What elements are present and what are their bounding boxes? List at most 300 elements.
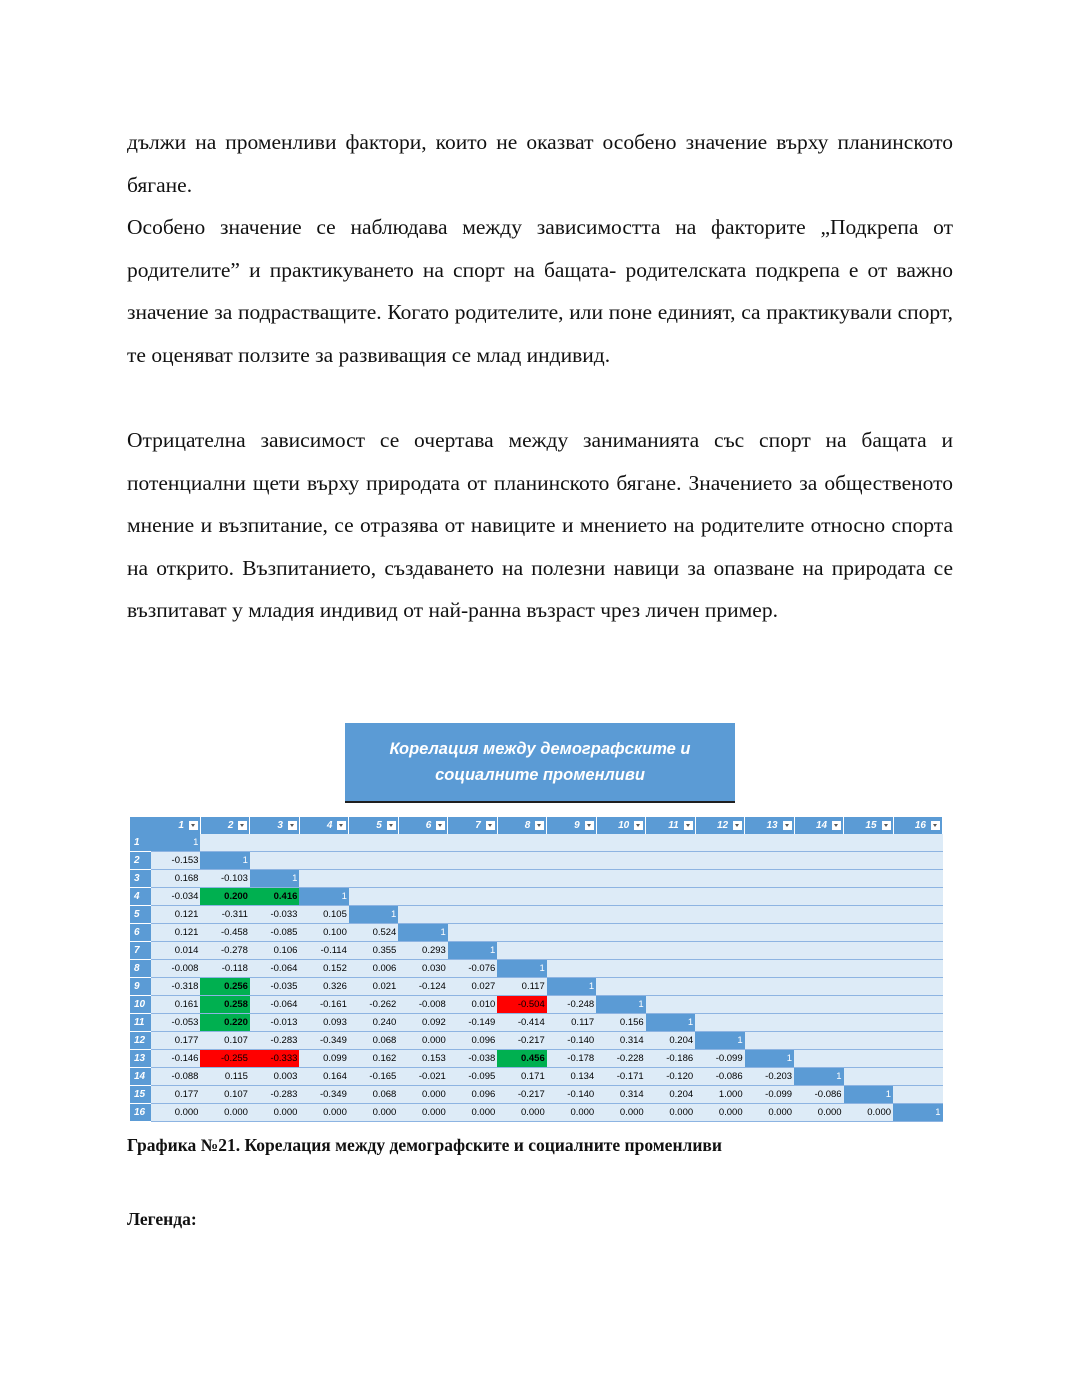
matrix-cell: -0.008 [151,960,200,978]
empty-cell [794,888,843,906]
matrix-cell: -0.283 [250,1032,299,1050]
matrix-cell: 0.177 [151,1032,200,1050]
empty-cell [497,924,546,942]
empty-cell [893,924,942,942]
matrix-cell: -0.085 [250,924,299,942]
empty-cell [349,834,398,852]
empty-cell [695,924,744,942]
matrix-cell: -0.064 [250,996,299,1014]
empty-cell [745,978,794,996]
matrix-cell: 0.068 [349,1032,398,1050]
matrix-cell: -0.283 [250,1086,299,1104]
table-row [130,852,943,870]
column-header-14[interactable] [794,817,843,834]
matrix-cell: 0.107 [200,1086,249,1104]
matrix-cell: -0.178 [547,1050,596,1068]
matrix-cell: -0.248 [547,996,596,1014]
matrix-cell: 1 [497,960,546,978]
empty-cell [448,834,497,852]
empty-cell [695,852,744,870]
filter-dropdown-icon[interactable] [832,821,841,830]
matrix-cell: 1 [448,942,497,960]
empty-cell [448,870,497,888]
matrix-cell: -0.008 [398,996,447,1014]
empty-cell [547,942,596,960]
row-header-1: 1 [130,834,151,852]
matrix-cell: 0.000 [299,1104,348,1122]
table-row [130,960,943,978]
column-header-13[interactable] [745,817,794,834]
matrix-cell: 1 [151,834,200,852]
column-header-15[interactable] [844,817,893,834]
empty-cell [844,1050,893,1068]
empty-cell [745,1032,794,1050]
matrix-cell: 0.000 [250,1104,299,1122]
empty-cell [695,978,744,996]
empty-cell [646,996,695,1014]
matrix-cell: 0.200 [200,888,249,906]
matrix-cell: 0.293 [398,942,447,960]
matrix-cell: 0.164 [299,1068,348,1086]
column-header-7[interactable] [448,817,497,834]
empty-cell [646,906,695,924]
banner-line-2: социалните променливи [435,766,645,784]
matrix-cell: 1 [745,1050,794,1068]
column-header-label: 14 [815,820,828,831]
row-header-12: 12 [130,1032,151,1050]
matrix-cell: -0.103 [200,870,249,888]
matrix-cell: -0.349 [299,1086,348,1104]
matrix-cell: -0.217 [497,1086,546,1104]
table-row [130,942,943,960]
empty-cell [596,978,645,996]
matrix-cell: 0.161 [151,996,200,1014]
empty-cell [448,888,497,906]
empty-cell [497,834,546,852]
empty-cell [844,960,893,978]
table-row [130,1068,943,1086]
column-header-1[interactable] [151,817,200,834]
filter-dropdown-icon[interactable] [288,821,297,830]
correlation-table [130,817,943,1122]
empty-cell [893,1050,942,1068]
table-row [130,906,943,924]
matrix-cell: 0.096 [448,1032,497,1050]
empty-cell [745,834,794,852]
matrix-cell: -0.217 [497,1032,546,1050]
correlation-matrix [130,817,943,1122]
empty-cell [745,1014,794,1032]
empty-cell [250,834,299,852]
empty-cell [646,852,695,870]
matrix-cell: -0.165 [349,1068,398,1086]
empty-cell [695,888,744,906]
matrix-cell: -0.228 [596,1050,645,1068]
column-header-16[interactable] [893,817,942,834]
empty-cell [893,906,942,924]
paragraph-3: Отрицателна зависимост се очертава между заниманията със спорт на бащата и потенциални щети върху природата от планинското бягане. Значението за общественото мнение и възпитание, се отразява от навиците и мнението на родителите относно спорта на открито. Възпитанието, създаването на полезни навици за опазване на природата се възпитават у младия индивид от най-ранна възраст чрез личен пример. [127,428,953,623]
matrix-cell: 0.000 [200,1104,249,1122]
matrix-cell: -0.458 [200,924,249,942]
empty-cell [398,852,447,870]
empty-cell [547,888,596,906]
row-header-15: 15 [130,1086,151,1104]
empty-cell [893,870,942,888]
column-header-label: 9 [574,820,580,831]
empty-cell [596,942,645,960]
matrix-cell: -0.140 [547,1032,596,1050]
matrix-cell: 0.000 [448,1104,497,1122]
empty-cell [299,834,348,852]
empty-cell [547,960,596,978]
row-header-13: 13 [130,1050,151,1068]
matrix-cell: 1 [349,906,398,924]
empty-cell [596,906,645,924]
empty-cell [893,1014,942,1032]
matrix-cell: 1 [794,1068,843,1086]
matrix-cell: -0.088 [151,1068,200,1086]
empty-cell [497,888,546,906]
empty-cell [794,906,843,924]
matrix-cell: 0.093 [299,1014,348,1032]
empty-cell [844,1032,893,1050]
empty-cell [646,834,695,852]
matrix-cell: -0.120 [646,1068,695,1086]
table-row [130,870,943,888]
matrix-cell: -0.171 [596,1068,645,1086]
matrix-cell: 0.027 [448,978,497,996]
matrix-cell: -0.124 [398,978,447,996]
matrix-cell: 0.456 [497,1050,546,1068]
matrix-cell: 0.314 [596,1086,645,1104]
empty-cell [547,924,596,942]
empty-cell [695,942,744,960]
matrix-cell: 0.092 [398,1014,447,1032]
empty-cell [596,888,645,906]
matrix-cell: 0.000 [497,1104,546,1122]
matrix-cell: -0.095 [448,1068,497,1086]
matrix-cell: 0.003 [250,1068,299,1086]
column-header-label: 5 [376,820,382,831]
column-header-label: 3 [277,820,283,831]
row-header-2: 2 [130,852,151,870]
chart-title-banner [345,723,735,803]
empty-cell [794,852,843,870]
row-header-5: 5 [130,906,151,924]
empty-cell [844,996,893,1014]
empty-cell [596,960,645,978]
column-header-11[interactable] [646,817,695,834]
matrix-cell: -0.140 [547,1086,596,1104]
matrix-cell: 0.524 [349,924,398,942]
empty-cell [646,924,695,942]
empty-cell [794,1050,843,1068]
table-row [130,1032,943,1050]
filter-dropdown-icon[interactable] [882,821,891,830]
row-header-11: 11 [130,1014,151,1032]
empty-cell [695,834,744,852]
empty-cell [844,942,893,960]
column-header-9[interactable] [547,817,596,834]
matrix-cell: -0.161 [299,996,348,1014]
matrix-cell: -0.153 [151,852,200,870]
matrix-cell: 0.416 [250,888,299,906]
matrix-cell: -0.146 [151,1050,200,1068]
filter-dropdown-icon[interactable] [684,821,693,830]
matrix-cell: 0.000 [596,1104,645,1122]
matrix-cell: -0.504 [497,996,546,1014]
empty-cell [200,834,249,852]
matrix-cell: -0.203 [745,1068,794,1086]
matrix-cell: -0.118 [200,960,249,978]
matrix-cell: 1 [398,924,447,942]
empty-cell [844,1014,893,1032]
matrix-cell: 1 [547,978,596,996]
empty-cell [448,852,497,870]
filter-dropdown-icon[interactable] [535,821,544,830]
empty-cell [497,906,546,924]
matrix-cell: 0.021 [349,978,398,996]
matrix-cell: 0.134 [547,1068,596,1086]
empty-cell [745,960,794,978]
row-header-4: 4 [130,888,151,906]
empty-cell [695,960,744,978]
empty-cell [646,960,695,978]
paragraph-2: Особено значение се наблюдава между зависимостта на факторите „Подкрепа от родителите” и практикуването на спорт на бащата- родителската подкрепа е от важно значение за подрастващите. Когато родителите, или поне единият, са практикували спорт, те оценяват ползите за развиващия се млад индивид. [127,215,953,367]
empty-cell [398,870,447,888]
empty-cell [398,888,447,906]
table-row [130,888,943,906]
empty-cell [547,870,596,888]
empty-cell [547,906,596,924]
row-header-7: 7 [130,942,151,960]
empty-cell [299,870,348,888]
table-row [130,978,943,996]
filter-dropdown-icon[interactable] [931,821,940,830]
matrix-cell: 0.006 [349,960,398,978]
matrix-cell: 0.117 [547,1014,596,1032]
table-row [130,1086,943,1104]
matrix-cell: 0.240 [349,1014,398,1032]
matrix-cell: 1 [646,1014,695,1032]
empty-cell [844,870,893,888]
filter-dropdown-icon[interactable] [585,821,594,830]
empty-cell [844,924,893,942]
matrix-corner [130,817,151,834]
empty-cell [794,942,843,960]
column-header-10[interactable] [596,817,645,834]
empty-cell [745,888,794,906]
empty-cell [596,870,645,888]
matrix-cell: -0.255 [200,1050,249,1068]
table-row [130,996,943,1014]
empty-cell [250,852,299,870]
matrix-cell: 0.152 [299,960,348,978]
empty-cell [893,888,942,906]
matrix-cell: 1.000 [695,1086,744,1104]
empty-cell [497,942,546,960]
empty-cell [844,978,893,996]
empty-cell [349,888,398,906]
empty-cell [893,852,942,870]
matrix-cell: 0.030 [398,960,447,978]
column-header-6[interactable] [398,817,447,834]
empty-cell [893,1032,942,1050]
empty-cell [695,906,744,924]
empty-cell [794,960,843,978]
matrix-cell: 0.000 [844,1104,893,1122]
table-row [130,1050,943,1068]
matrix-cell: -0.076 [448,960,497,978]
filter-dropdown-icon[interactable] [634,821,643,830]
matrix-cell: -0.349 [299,1032,348,1050]
row-header-16: 16 [130,1104,151,1122]
matrix-cell: -0.114 [299,942,348,960]
matrix-cell: -0.311 [200,906,249,924]
column-header-label: 15 [865,820,877,831]
filter-dropdown-icon[interactable] [783,821,792,830]
column-header-8[interactable] [497,817,546,834]
empty-cell [349,870,398,888]
matrix-cell: -0.278 [200,942,249,960]
empty-cell [794,1032,843,1050]
column-header-label: 13 [766,820,778,831]
filter-dropdown-icon[interactable] [486,821,495,830]
empty-cell [695,870,744,888]
column-header-label: 2 [227,820,234,831]
column-header-5[interactable] [349,817,398,834]
empty-cell [844,852,893,870]
matrix-cell: 0.355 [349,942,398,960]
column-header-4[interactable] [299,817,348,834]
matrix-cell: 0.000 [794,1104,843,1122]
matrix-cell: -0.086 [695,1068,744,1086]
empty-cell [695,996,744,1014]
matrix-cell: -0.099 [695,1050,744,1068]
empty-cell [794,1014,843,1032]
empty-cell [893,978,942,996]
empty-cell [794,924,843,942]
empty-cell [893,996,942,1014]
empty-cell [497,852,546,870]
matrix-cell: -0.033 [250,906,299,924]
matrix-cell: 0.121 [151,924,200,942]
matrix-cell: 0.162 [349,1050,398,1068]
empty-cell [844,1068,893,1086]
empty-cell [695,1014,744,1032]
empty-cell [596,834,645,852]
matrix-cell: 0.096 [448,1086,497,1104]
matrix-cell: 0.258 [200,996,249,1014]
matrix-cell: 0.099 [299,1050,348,1068]
row-header-6: 6 [130,924,151,942]
matrix-cell: 1 [844,1086,893,1104]
legend-label: Легенда: [127,1209,197,1229]
matrix-cell: 0.106 [250,942,299,960]
matrix-cell: 0.000 [745,1104,794,1122]
empty-cell [448,924,497,942]
matrix-cell: 1 [299,888,348,906]
column-header-label: 12 [717,820,729,831]
matrix-cell: -0.034 [151,888,200,906]
paragraph-1: дължи на променливи фактори, които не оказват особено значение върху планинското бягане. [127,130,953,197]
matrix-cell: 0.115 [200,1068,249,1086]
matrix-cell: 0.153 [398,1050,447,1068]
matrix-cell: -0.186 [646,1050,695,1068]
column-header-label: 1 [178,820,184,831]
table-row [130,924,943,942]
matrix-cell: -0.414 [497,1014,546,1032]
empty-cell [745,870,794,888]
matrix-cell: -0.086 [794,1086,843,1104]
column-header-label: 4 [326,820,333,831]
matrix-cell: -0.038 [448,1050,497,1068]
empty-cell [745,852,794,870]
empty-cell [745,906,794,924]
matrix-cell: -0.318 [151,978,200,996]
matrix-cell: -0.333 [250,1050,299,1068]
matrix-cell: -0.035 [250,978,299,996]
filter-dropdown-icon[interactable] [337,821,346,830]
empty-cell [349,852,398,870]
column-header-label: 7 [475,820,481,831]
matrix-cell: 0.100 [299,924,348,942]
empty-cell [596,852,645,870]
banner-line-1: Корелация между демографските и [389,740,691,758]
empty-cell [745,942,794,960]
filter-dropdown-icon[interactable] [387,821,396,830]
empty-cell [398,906,447,924]
matrix-cell: 0.010 [448,996,497,1014]
matrix-cell: 0.000 [646,1104,695,1122]
matrix-cell: 0.177 [151,1086,200,1104]
matrix-cell: 1 [893,1104,942,1122]
empty-cell [646,942,695,960]
header-row [130,817,943,834]
empty-cell [398,834,447,852]
empty-cell [596,924,645,942]
matrix-cell: 0.204 [646,1032,695,1050]
empty-cell [547,834,596,852]
filter-dropdown-icon[interactable] [238,821,247,830]
empty-cell [448,906,497,924]
matrix-cell: -0.053 [151,1014,200,1032]
filter-dropdown-icon[interactable] [436,821,445,830]
matrix-cell: 0.220 [200,1014,249,1032]
empty-cell [893,960,942,978]
matrix-cell: 0.105 [299,906,348,924]
matrix-cell: 0.256 [200,978,249,996]
row-header-10: 10 [130,996,151,1014]
filter-dropdown-icon[interactable] [189,821,198,830]
column-header-2[interactable] [200,817,249,834]
empty-cell [844,834,893,852]
table-row [130,1014,943,1032]
column-header-3[interactable] [250,817,299,834]
empty-cell [794,996,843,1014]
row-header-3: 3 [130,870,151,888]
matrix-cell: 0.156 [596,1014,645,1032]
column-header-12[interactable] [695,817,744,834]
matrix-cell: 0.000 [398,1032,447,1050]
column-header-label: 6 [425,820,432,831]
matrix-cell: 0.000 [349,1104,398,1122]
filter-dropdown-icon[interactable] [733,821,742,830]
empty-cell [646,888,695,906]
empty-cell [893,1086,942,1104]
matrix-cell: -0.262 [349,996,398,1014]
matrix-cell: 0.314 [596,1032,645,1050]
